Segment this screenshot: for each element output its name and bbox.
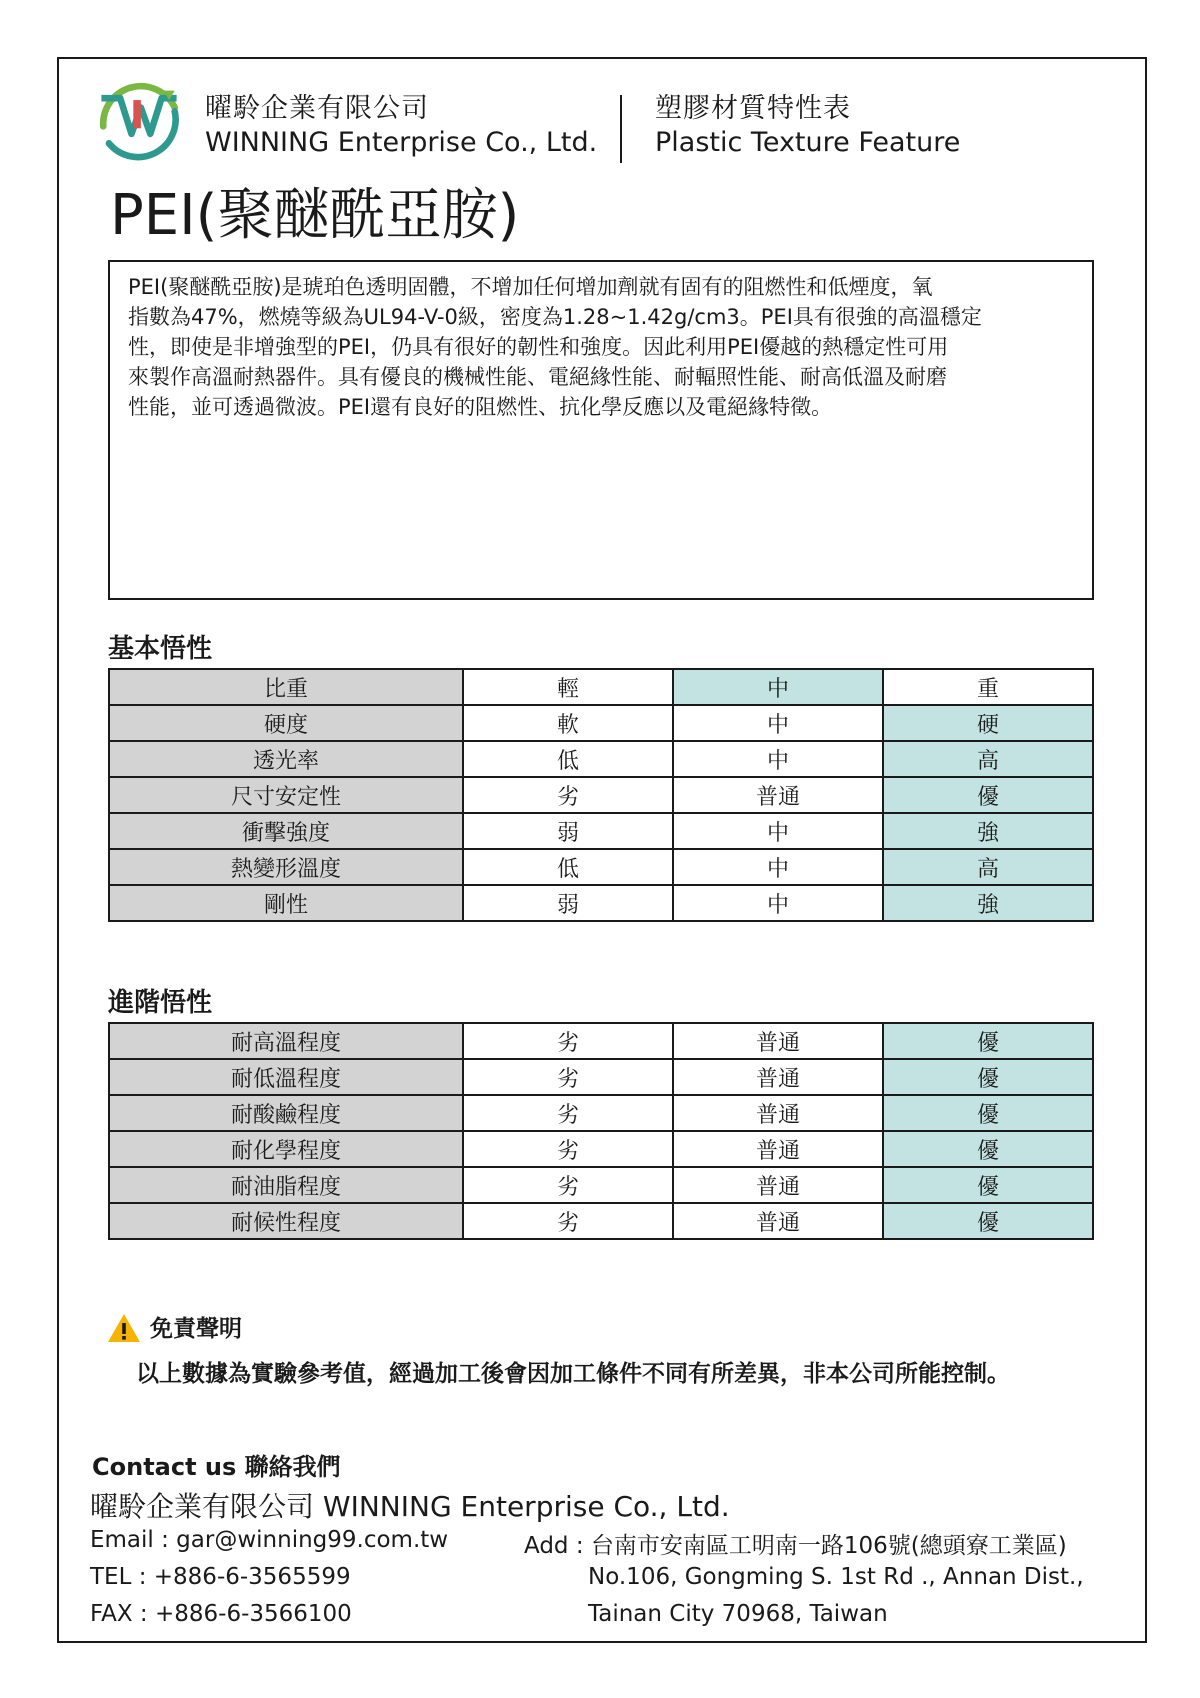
- property-option: 劣: [463, 777, 673, 813]
- property-option: 中: [673, 741, 883, 777]
- property-row: [109, 705, 1093, 741]
- sheet-title-en: Plastic Texture Feature: [655, 127, 961, 158]
- property-row: [109, 1167, 1093, 1203]
- material-name: PEI(聚醚酰亞胺): [110, 183, 520, 248]
- property-row: [109, 1131, 1093, 1167]
- property-option: 劣: [463, 1059, 673, 1095]
- property-option: 輕: [463, 669, 673, 705]
- property-option: 普通: [673, 1059, 883, 1095]
- company-name-zh: 曜駖企業有限公司: [205, 93, 429, 124]
- property-label: 耐酸鹼程度: [109, 1095, 463, 1131]
- property-option-selected: 硬: [883, 705, 1093, 741]
- advanced-section-title: 進階悟性: [108, 988, 213, 1018]
- property-option: 劣: [463, 1095, 673, 1131]
- contact-company: 曜駖企業有限公司 WINNING Enterprise Co., Ltd.: [90, 1490, 730, 1523]
- property-label: 剛性: [109, 885, 463, 921]
- contact-company-wrap: [88, 1485, 732, 1525]
- property-option-selected: 優: [883, 1095, 1093, 1131]
- property-option-selected: 優: [883, 1131, 1093, 1167]
- property-option: 低: [463, 741, 673, 777]
- description-line: 來製作高溫耐熱器件。具有優良的機械性能、電絕緣性能、耐輻照性能、耐高低溫及耐磨: [128, 365, 947, 389]
- property-option-selected: 優: [883, 1023, 1093, 1059]
- description-line: PEI(聚醚酰亞胺)是琥珀色透明固體，不增加任何增加劑就有固有的阻燃性和低煙度，氧: [128, 275, 933, 299]
- sheet-title-zh: 塑膠材質特性表: [655, 93, 851, 124]
- contact-address-line-3: Tainan City 70968, Taiwan: [588, 1601, 888, 1627]
- property-row: [109, 813, 1093, 849]
- property-label: 耐候性程度: [109, 1203, 463, 1239]
- property-option: 重: [883, 669, 1093, 705]
- property-label: 硬度: [109, 705, 463, 741]
- property-label: 比重: [109, 669, 463, 705]
- property-option: 普通: [673, 1131, 883, 1167]
- property-option: 弱: [463, 813, 673, 849]
- description-line: 性，即使是非增強型的PEI，仍具有很好的韌性和強度。因此利用PEI優越的熱穩定性可用: [128, 335, 949, 359]
- property-row: [109, 741, 1093, 777]
- property-label: 透光率: [109, 741, 463, 777]
- description-box: [108, 260, 1094, 600]
- property-row: [109, 1059, 1093, 1095]
- property-option: 軟: [463, 705, 673, 741]
- description-line: 指數為47%，燃燒等級為UL94-V-0級，密度為1.28~1.42g/cm3。PEI具有很強的高溫穩定: [128, 305, 982, 329]
- disclaimer-text-wrap: [134, 1355, 1012, 1388]
- property-option-selected: 高: [883, 741, 1093, 777]
- property-option-selected: 強: [883, 813, 1093, 849]
- property-option-selected: 優: [883, 1167, 1093, 1203]
- property-option: 普通: [673, 1023, 883, 1059]
- contact-address-line-1: Add : 台南市安南區工明南一路106號(總頭寮工業區): [524, 1533, 1067, 1559]
- property-row: [109, 1023, 1093, 1059]
- company-name: [205, 92, 597, 160]
- contact-title: Contact us 聯絡我們: [92, 1453, 341, 1481]
- company-name-en: WINNING Enterprise Co., Ltd.: [205, 127, 598, 158]
- property-option: 弱: [463, 885, 673, 921]
- property-option-selected: 中: [673, 669, 883, 705]
- property-option-selected: 高: [883, 849, 1093, 885]
- property-option-selected: 優: [883, 1059, 1093, 1095]
- property-row: [109, 1095, 1093, 1131]
- disclaimer-title: 免責聲明: [150, 1316, 242, 1342]
- contact-fax: FAX : +886-6-3566100: [90, 1601, 352, 1627]
- property-option: 低: [463, 849, 673, 885]
- property-option: 普通: [673, 777, 883, 813]
- property-label: 尺寸安定性: [109, 777, 463, 813]
- property-option: 劣: [463, 1023, 673, 1059]
- property-row: [109, 849, 1093, 885]
- property-option: 中: [673, 885, 883, 921]
- property-row: [109, 885, 1093, 921]
- property-option: 普通: [673, 1095, 883, 1131]
- warning-icon: [106, 1312, 142, 1344]
- property-option: 劣: [463, 1131, 673, 1167]
- property-option: 劣: [463, 1203, 673, 1239]
- basic-properties-table: [108, 668, 1094, 922]
- property-row: [109, 669, 1093, 705]
- advanced-properties-table: [108, 1022, 1094, 1240]
- contact-address-line-2: No.106, Gongming S. 1st Rd ., Annan Dist.,: [588, 1564, 1084, 1590]
- property-option-selected: 優: [883, 777, 1093, 813]
- property-label: 耐低溫程度: [109, 1059, 463, 1095]
- property-row: [109, 777, 1093, 813]
- property-label: 耐高溫程度: [109, 1023, 463, 1059]
- company-logo: [92, 70, 186, 164]
- property-option: 中: [673, 849, 883, 885]
- disclaimer-text: 以上數據為實驗參考值，經過加工後會因加工條件不同有所差異，非本公司所能控制。: [136, 1361, 1010, 1387]
- property-option-selected: 優: [883, 1203, 1093, 1239]
- sheet-title: [655, 92, 960, 160]
- basic-section-title: 基本悟性: [108, 634, 213, 664]
- property-option: 中: [673, 705, 883, 741]
- header-divider: [620, 95, 622, 163]
- description-line: 性能，並可透過微波。PEI還有良好的阻燃性、抗化學反應以及電絕緣特徵。: [128, 395, 833, 419]
- contact-email: Email : gar@winning99.com.tw: [90, 1527, 449, 1553]
- property-option: 普通: [673, 1167, 883, 1203]
- property-label: 衝擊強度: [109, 813, 463, 849]
- property-option-selected: 強: [883, 885, 1093, 921]
- property-option: 中: [673, 813, 883, 849]
- property-label: 耐化學程度: [109, 1131, 463, 1167]
- property-row: [109, 1203, 1093, 1239]
- property-label: 耐油脂程度: [109, 1167, 463, 1203]
- contact-tel: TEL : +886-6-3565599: [90, 1564, 351, 1590]
- property-option: 普通: [673, 1203, 883, 1239]
- property-label: 熱變形溫度: [109, 849, 463, 885]
- property-option: 劣: [463, 1167, 673, 1203]
